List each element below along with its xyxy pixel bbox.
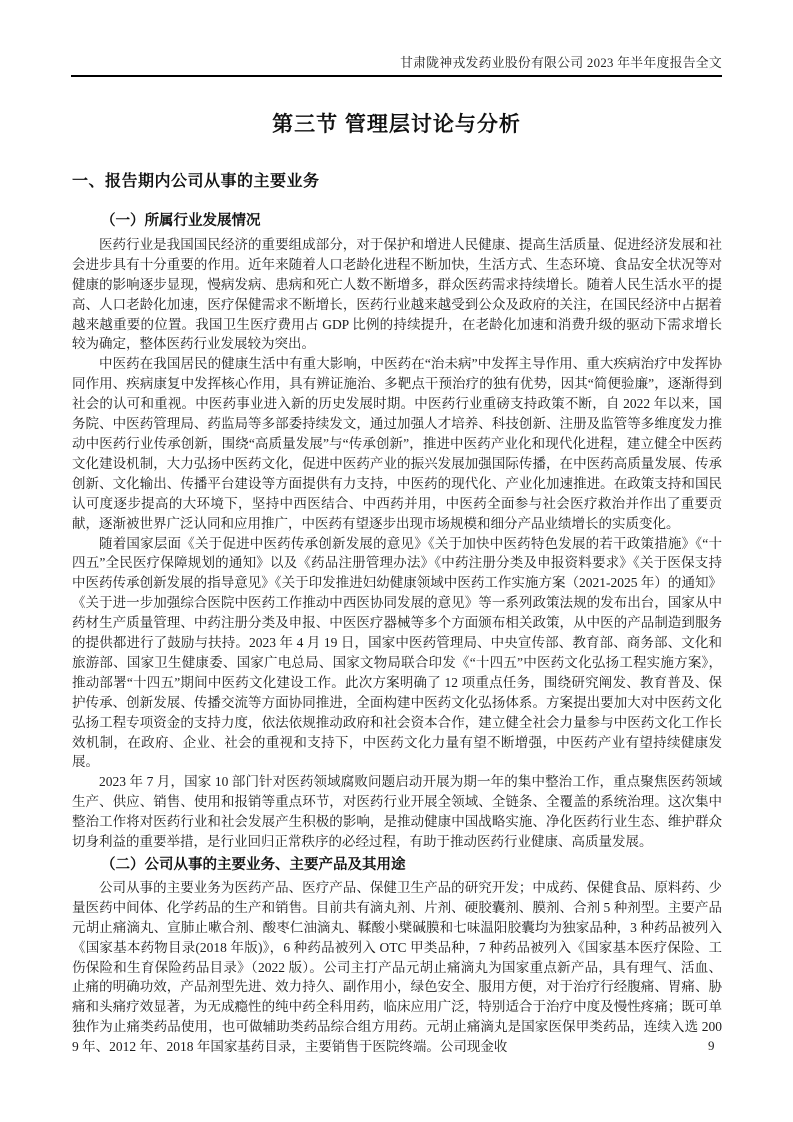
section-heading-main-business: 一、报告期内公司从事的主要业务	[72, 173, 320, 190]
paragraph-anticorruption-campaign: 2023 年 7 月，国家 10 部门针对医药领域腐败问题启动开展为期一年的集中整治工作，重点聚焦医药领域生产、供应、销售、使用和报销等重点环节，对医药行业开展全领域、全链条、全覆盖的系统治理。这次集中整治工作将对医药行业和社会发展产生积极的影响，是推动健康中国战略实施、净化医药行业生态、维护群众切身利益的重要举措，是行业回归正常秩序的必经过程，有助于推动医药行业健康、高质量发展。	[72, 774, 722, 850]
page-number: 9	[708, 1038, 715, 1053]
paragraph-company-business-products: 公司从事的主要业务为医药产品、医疗产品、保健卫生产品的研究开发；中成药、保健食品、原料药、少量医药中间体、化学药品的生产和销售。目前共有滴丸剂、片剂、硬胶囊剂、膜剂、合剂 5 种剂型。主要产品元胡止痛滴丸、宣肺止嗽合剂、酸枣仁油滴丸、鞣酸小檗碱膜和七味温阳胶囊均为独家品种，3 种药品被列入《国家基本药物目录(2018 年版)》，6 种药品被列入 OTC 甲类品种，7 种药品被列入《国家基本医疗保险、工伤保险和生育保险药品目录》（2022 版）。公司主打产品元胡止痛滴丸为国家重点新产品，具有理气、活血、止痛的明确功效，产品剂型先进、效力持久、副作用小，绿色安全、服用方便，对于治疗行经腹痛、胃痛、胁痛和头痛疗效显著，为无成瘾性的纯中药全科用药，临床应用广泛，特别适合于治疗中度及慢性疼痛；既可单独作为止痛类药品使用，也可做辅助类药品综合组方用药。元胡止痛滴丸是国家医保甲类药品，连续入选 2009 年、2012 年、2018 年国家基药目录，主要销售于医院终端。公司现金收	[72, 879, 722, 1055]
chapter-title: 第三节 管理层讨论与分析	[272, 113, 521, 136]
report-header-title: 甘肃陇神戎发药业股份有限公司 2023 年半年度报告全文	[400, 56, 722, 70]
subsection-heading-company-products: （二）公司从事的主要业务、主要产品及其用途	[101, 857, 406, 873]
paragraph-tcm-influence: 中医药在我国居民的健康生活中有重大影响，中医药在“治未病”中发挥主导作用、重大疾病治疗中发挥协同作用、疾病康复中发挥核心作用，具有辨证施治、多靶点干预治疗的独有优势，因其“简便验廉”，逐渐得到社会的认可和重视。中医药事业进入新的历史发展时期。中医药行业重磅支持政策不断，自 2022 年以来，国务院、中医药管理局、药监局等多部委持续发文，通过加强人才培养、科技创新、注册及监管等多维度发力推动中医药行业传承创新，围绕“高质量发展”与“传承创新”，推进中医药产业化和现代化进程，建立健全中医药文化建设机制，大力弘扬中医药文化，促进中医药产业的振兴发展加强国际传播，在中医药高质量发展、传承创新、文化输出、传播平台建设等方面提供有力支持，中医药的现代化、产业化加速推进。在政策支持和国民认可度逐步提高的大环境下，坚持中西医结合、中西药并用，中医药全面参与社会医疗救治并作出了重要贡献，逐渐被世界广泛认同和应用推广，中医药有望逐步出现市场规模和细分产品业绩增长的实质变化。	[72, 356, 722, 531]
paragraph-industry-overview: 医药行业是我国国民经济的重要组成部分，对于保护和增进人民健康、提高生活质量、促进经济发展和社会进步具有十分重要的作用。近年来随着人口老龄化进程不断加快，生活方式、生态环境、食品安全状况等对健康的影响逐步显现，慢病发病、患病和死亡人数不断增多，群众医药需求持续增长。随着人民生活水平的提高、人口老龄化加速，医疗保健需求不断增长，医药行业越来越受到公众及政府的关注，在国民经济中占据着越来越重要的位置。我国卫生医疗费用占 GDP 比例的持续提升，在老龄化加速和消费升级的驱动下需求增长较为确定，整体医药行业发展较为突出。	[72, 236, 722, 352]
subsection-heading-industry-development: （一）所属行业发展情况	[101, 213, 261, 229]
document-content	[72, 168, 722, 1057]
header-divider	[71, 75, 722, 77]
paragraph-national-policies: 随着国家层面《关于促进中医药传承创新发展的意见》《关于加快中医药特色发展的若干政策措施》《“十四五”全民医疗保障规划的通知》以及《药品注册管理办法》《中药注册分类及申报资料要求》《关于医保支持中医药传承创新发展的指导意见》《关于印发推进妇幼健康领域中医药工作实施方案（2021-2025 年）的通知》《关于进一步加强综合医院中医药工作推动中西医协同发展的意见》等一系列政策法规的发布出台，国家从中药材生产质量管理、中药注册分类及申报、中医医疗器械等多个方面颁布相关政策，从中医的产品制造到服务的提供都进行了鼓励与扶持。2023 年 4 月 19 日，国家中医药管理局、中央宣传部、教育部、商务部、文化和旅游部、国家卫生健康委、国家广电总局、国家文物局联合印发《“十四五”中医药文化弘扬工程实施方案》，推动部署“十四五”期间中医药文化建设工作。此次方案明确了 12 项重点任务，围绕研究阐发、教育普及、保护传承、创新发展、传播交流等方面协同推进，全面构建中医药文化弘扬体系。方案提出要加大对中医药文化弘扬工程专项资金的支持力度，依法依规推动政府和社会资本合作，建立健全社会力量参与中医药文化工作长效机制，在政府、企业、社会的重视和支持下，中医药文化力量有望不断增强，中医药产业有望持续健康发展。	[72, 535, 722, 770]
